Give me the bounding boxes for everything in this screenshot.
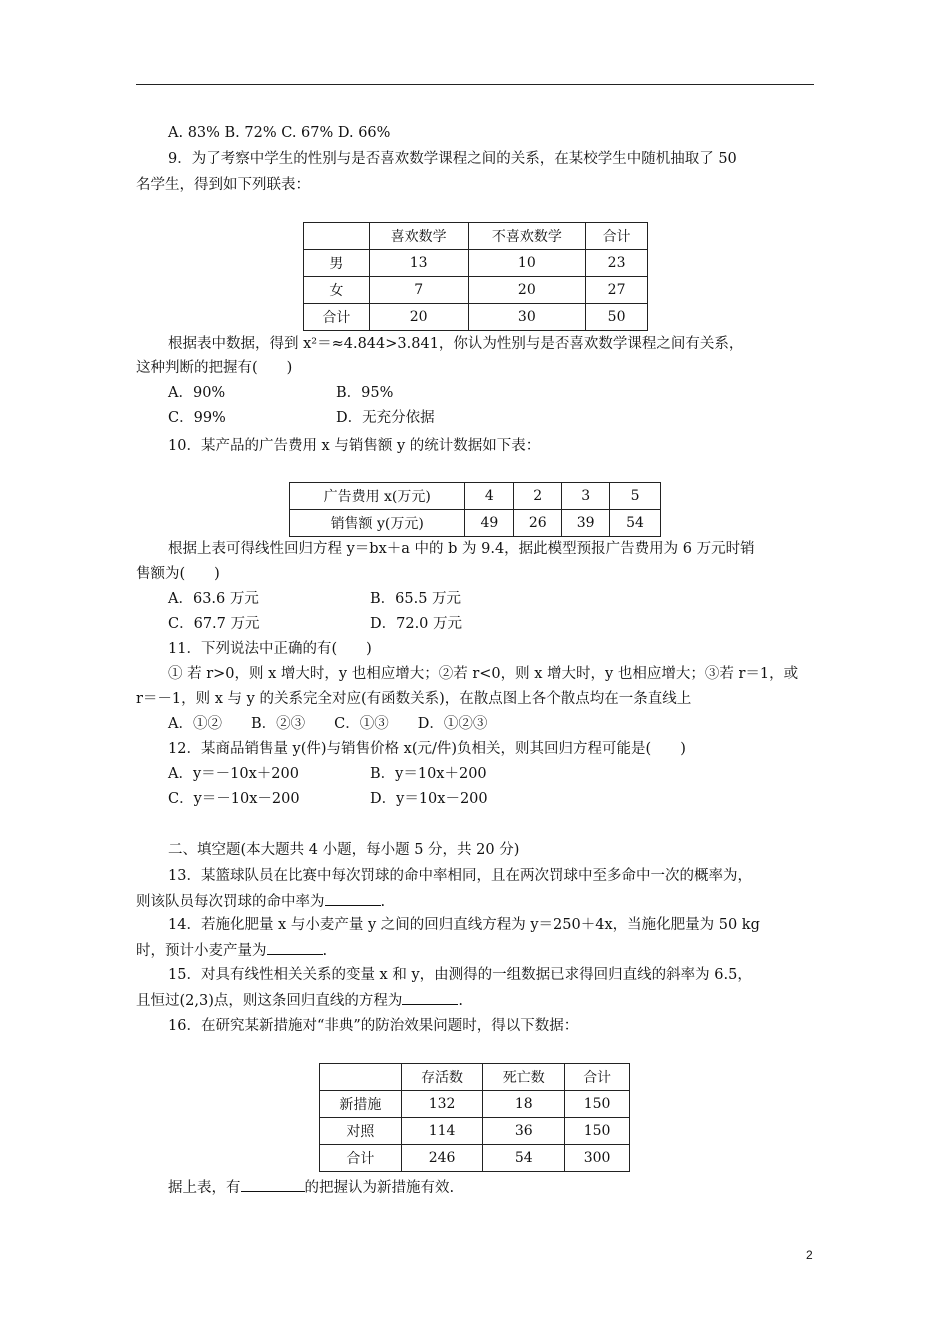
q10-data-table	[289, 482, 661, 537]
q15-end: .	[458, 993, 463, 1009]
q10-option-c: C．67.7 万元	[168, 616, 260, 632]
table-row	[290, 483, 661, 510]
table-cell: 50	[586, 304, 648, 331]
table-cell: 23	[586, 250, 648, 277]
q16-text: 据上表，有	[168, 1180, 241, 1196]
table-cell: 20	[468, 277, 586, 304]
table-cell	[320, 1064, 402, 1091]
q16-answer-line	[168, 1177, 454, 1198]
table-cell: 7	[369, 277, 468, 304]
q9-stem-line1: 9．为了考察中学生的性别与是否喜欢数学课程之间的关系，在某校学生中随机抽取了 50	[168, 151, 737, 167]
q9-option-b: B．95%	[336, 385, 394, 401]
q16-stem: 16．在研究某新措施对“非典”的防治效果问题时，得以下数据：	[168, 1018, 579, 1034]
q10-stem-line2: 根据上表可得线性回归方程 y＝bx＋a 中的 b 为 9.4，据此模型预报广告费用为 6 万元时销	[168, 541, 755, 557]
q12-option-d: D．y＝10x－200	[370, 791, 488, 807]
answer-blank[interactable]	[402, 990, 458, 1005]
table-cell: 10	[468, 250, 586, 277]
table-row	[304, 223, 648, 250]
table-cell: 49	[465, 510, 514, 537]
table-row	[304, 304, 648, 331]
table-cell: 39	[562, 510, 610, 537]
table-header: 广告费用 x(万元)	[290, 483, 465, 510]
q10-option-d: D．72.0 万元	[370, 616, 463, 632]
table-header: 喜欢数学	[369, 223, 468, 250]
q10-option-b: B．65.5 万元	[370, 591, 462, 607]
table-cell	[304, 223, 370, 250]
table-cell: 27	[586, 277, 648, 304]
table-cell: 新措施	[320, 1091, 402, 1118]
q13-stem-line2	[136, 891, 385, 912]
table-cell: 女	[304, 277, 370, 304]
q14-end: .	[322, 943, 328, 959]
q12-stem: 12．某商品销售量 y(件)与销售价格 x(元/件)负相关，则其回归方程可能是( )	[168, 741, 686, 757]
q14-stem-line2	[136, 940, 327, 961]
table-cell: 54	[483, 1145, 565, 1172]
q14-text: 时，预计小麦产量为	[136, 943, 267, 959]
q9-option-c: C．99%	[168, 410, 226, 426]
q13-end: .	[380, 894, 386, 910]
q15-text: 且恒过(2,3)点，则这条回归直线的方程为	[136, 993, 403, 1009]
table-cell: 合计	[320, 1145, 402, 1172]
header-rule	[136, 84, 814, 85]
table-cell: 13	[369, 250, 468, 277]
q8-options: A. 83% B. 72% C. 67% D. 66%	[168, 125, 391, 141]
table-row	[320, 1145, 630, 1172]
table-cell: 150	[565, 1091, 630, 1118]
table-row	[290, 510, 661, 537]
table-header: 死亡数	[483, 1064, 565, 1091]
table-cell: 300	[565, 1145, 630, 1172]
table-cell: 4	[465, 483, 514, 510]
table-cell: 132	[401, 1091, 483, 1118]
table-header: 不喜欢数学	[468, 223, 586, 250]
q12-option-c: C．y＝－10x－200	[168, 791, 300, 807]
q11-stem-line1: 11．下列说法中正确的有( )	[168, 641, 372, 657]
q13-stem-line1: 13．某篮球队员在比赛中每次罚球的命中率相同，且在两次罚球中至多命中一次的概率为，	[168, 868, 752, 884]
q9-stem-line3: 根据表中数据，得到 x²＝≈4.844>3.841，你认为性别与是否喜欢数学课程之间有关系，	[168, 336, 744, 352]
q9-option-d: D．无充分依据	[336, 410, 435, 426]
answer-blank[interactable]	[241, 1177, 305, 1192]
table-header: 销售额 y(万元)	[290, 510, 465, 537]
table-cell: 男	[304, 250, 370, 277]
table-cell: 114	[401, 1118, 483, 1145]
q14-stem-line1: 14．若施化肥量 x 与小麦产量 y 之间的回归直线方程为 y＝250＋4x，当施化肥量为 50 kg	[168, 917, 760, 933]
table-cell: 54	[610, 510, 661, 537]
q12-option-b: B．y＝10x＋200	[370, 766, 487, 782]
table-header: 存活数	[401, 1064, 483, 1091]
q10-stem-line3: 售额为( )	[136, 566, 220, 582]
q9-contingency-table	[303, 222, 648, 331]
table-header: 合计	[586, 223, 648, 250]
table-cell: 对照	[320, 1118, 402, 1145]
q10-stem-line1: 10．某产品的广告费用 x 与销售额 y 的统计数据如下表：	[168, 438, 541, 454]
q15-stem-line2	[136, 990, 463, 1011]
table-cell: 18	[483, 1091, 565, 1118]
table-row	[320, 1118, 630, 1145]
q9-stem-line4: 这种判断的把握有( )	[136, 360, 293, 376]
q11-stem-line3: r＝－1，则 x 与 y 的关系完全对应(有函数关系)，在散点图上各个散点均在一条直线上	[136, 691, 692, 707]
table-cell: 246	[401, 1145, 483, 1172]
table-cell: 30	[468, 304, 586, 331]
table-row	[304, 250, 648, 277]
table-cell: 2	[514, 483, 562, 510]
q16-end: 的把握认为新措施有效.	[304, 1180, 455, 1196]
table-row	[320, 1064, 630, 1091]
answer-blank[interactable]	[325, 891, 381, 906]
table-header: 合计	[565, 1064, 630, 1091]
q12-option-a: A．y＝－10x＋200	[168, 766, 299, 782]
q9-option-a: A．90%	[168, 385, 226, 401]
q11-options: A．①② B．②③ C．①③ D．①②③	[168, 716, 488, 732]
section-heading: 二、填空题(本大题共 4 小题，每小题 5 分，共 20 分)	[168, 842, 520, 858]
q15-stem-line1: 15．对具有线性相关关系的变量 x 和 y，由测得的一组数据已求得回归直线的斜率为 6.5，	[168, 967, 752, 983]
table-cell: 20	[369, 304, 468, 331]
table-cell: 36	[483, 1118, 565, 1145]
table-row	[320, 1091, 630, 1118]
q10-option-a: A．63.6 万元	[168, 591, 259, 607]
answer-blank[interactable]	[267, 940, 323, 955]
table-cell: 合计	[304, 304, 370, 331]
q13-text: 则该队员每次罚球的命中率为	[136, 894, 325, 910]
q16-data-table	[319, 1063, 630, 1172]
table-row	[304, 277, 648, 304]
table-cell: 5	[610, 483, 661, 510]
table-cell: 150	[565, 1118, 630, 1145]
table-cell: 26	[514, 510, 562, 537]
q9-stem-line2: 名学生，得到如下列联表：	[136, 177, 310, 193]
page-number: 2	[806, 1248, 813, 1262]
q11-stem-line2: ① 若 r>0，则 x 增大时，y 也相应增大；②若 r<0，则 x 增大时，y 也相应增大；③若 r＝1，或	[168, 666, 799, 682]
table-cell: 3	[562, 483, 610, 510]
